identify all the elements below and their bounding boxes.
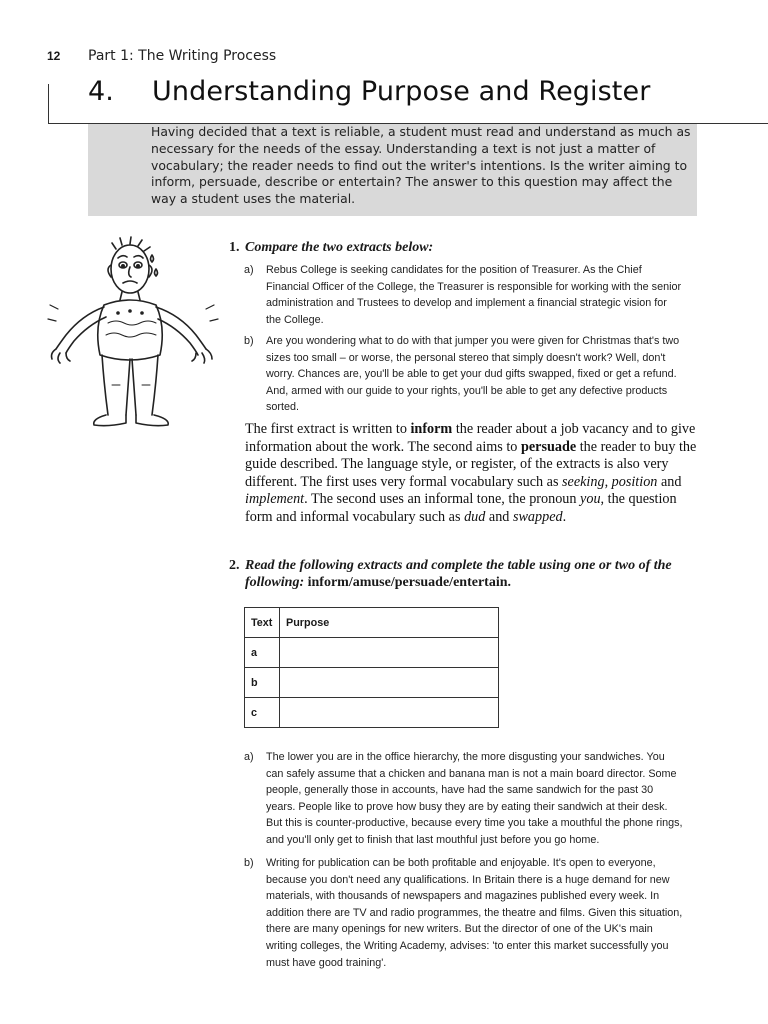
table-header-purpose: Purpose xyxy=(280,608,499,638)
extract-label: a) xyxy=(244,751,254,763)
example-implement: implement xyxy=(245,491,305,508)
table-cell-purpose[interactable] xyxy=(280,698,499,728)
extract-text: The lower you are in the office hierarchy, the more disgusting your sandwiches. You can safely assume that a chicken and banana man is not a main board director. Some people, generally those in accounts, have had the same sandwich for the past 30 years. People like to prove how busy they are by eating their sandwich at their desk. But this is counter-productive, because every time you take a mouthful the phone rings, and you'll only get to finish that last mouthful just before you go home. xyxy=(266,751,683,846)
question-1-number: 1. xyxy=(229,240,240,255)
intro-box xyxy=(88,124,697,216)
table-header-row xyxy=(245,608,499,638)
example-position: position xyxy=(611,473,658,490)
example-seeking: seeking xyxy=(562,473,605,490)
chapter-title xyxy=(88,76,650,107)
q2-extract-a xyxy=(244,749,684,849)
question-1-text: Compare the two extracts below: xyxy=(245,240,434,255)
question-1-heading xyxy=(229,239,699,256)
table-cell-purpose[interactable] xyxy=(280,638,499,668)
page-header xyxy=(47,48,727,66)
table-row xyxy=(245,698,499,728)
question-2-number: 2. xyxy=(229,558,240,573)
extract-text: Are you wondering what to do with that jumper you were given for Christmas that's two sizes too small – or worse, the personal stereo that simply doesn't work? Well, don't worry. Chances are, you'll be able to get your dud gifts swapped, fixed or get a refund. And, armed with our guide to your rights, you'll be able to get any defective products sorted. xyxy=(266,335,680,414)
extract-label: b) xyxy=(244,857,254,869)
table-cell-text: b xyxy=(245,668,280,698)
part-title: Part 1: The Writing Process xyxy=(88,48,277,64)
table-cell-text: a xyxy=(245,638,280,668)
example-you: you xyxy=(580,491,601,508)
question-2-text-cont: following: xyxy=(245,575,308,590)
question-2-options: inform/amuse/persuade/entertain. xyxy=(307,575,511,590)
table-header-text: Text xyxy=(245,608,280,638)
question-2-heading xyxy=(229,557,699,591)
extract-b xyxy=(244,333,684,416)
shrugging-man-illustration xyxy=(46,235,226,435)
table-cell-purpose[interactable] xyxy=(280,668,499,698)
chapter-title-text: Understanding Purpose and Register xyxy=(152,76,651,107)
explanation-paragraph: The first extract is written to inform the reader about a job vacancy and to give information about the work. The second aims to persuade the reader to buy the guide described. The language style, or register, of the extracts is also very different. The first uses very formal vocabulary such as seeking, position and implement. The second uses an informal tone, the pronoun you, the question form and informal vocabulary such as dud and swapped. xyxy=(245,421,697,525)
chapter-number: 4. xyxy=(88,76,114,107)
question-2-text: Read the following extracts and complete the table using one or two of the xyxy=(245,558,672,573)
extract-label: a) xyxy=(244,264,254,276)
intro-text: Having decided that a text is reliable, a student must read and understand as much as necessary for the needs of the essay. Understanding a text is not just a matter of vocabulary; the reader needs to find out the writer's intentions. Is the writer aiming to inform, persuade, describe or entertain? The answer to this question may affect the way a student uses the material. xyxy=(151,124,691,207)
title-divider-vertical xyxy=(48,84,49,124)
extract-text: Rebus College is seeking candidates for the position of Treasurer. As the Chief Financial Officer of the College, the Treasurer is responsible for working with the senior administration and Trustees to develop and implement a financial strategic vision for the College. xyxy=(266,264,682,326)
page-number: 12 xyxy=(47,49,61,63)
table-row xyxy=(245,638,499,668)
keyword-persuade: persuade xyxy=(520,438,577,455)
q2-extract-b xyxy=(244,855,684,971)
example-swapped: swapped xyxy=(512,508,563,525)
example-dud: dud xyxy=(464,508,486,525)
table-row xyxy=(245,668,499,698)
purpose-table xyxy=(244,607,499,728)
extract-label: b) xyxy=(244,335,254,347)
keyword-inform: inform xyxy=(410,421,453,437)
table-cell-text: c xyxy=(245,698,280,728)
extract-text: Writing for publication can be both profitable and enjoyable. It's open to everyone, because you don't need any qualifications. In Britain there is a huge demand for new materials, with thousands of newspapers and magazines published every week. In addition there are TV and radio programmes, the theatre and films. Given this situation, there are many openings for new writers. But the director of one of the UK's main writing colleges, the Writing Academy, advises: 'to enter this market successfully you must have good training'. xyxy=(266,857,683,969)
extract-a xyxy=(244,262,684,328)
